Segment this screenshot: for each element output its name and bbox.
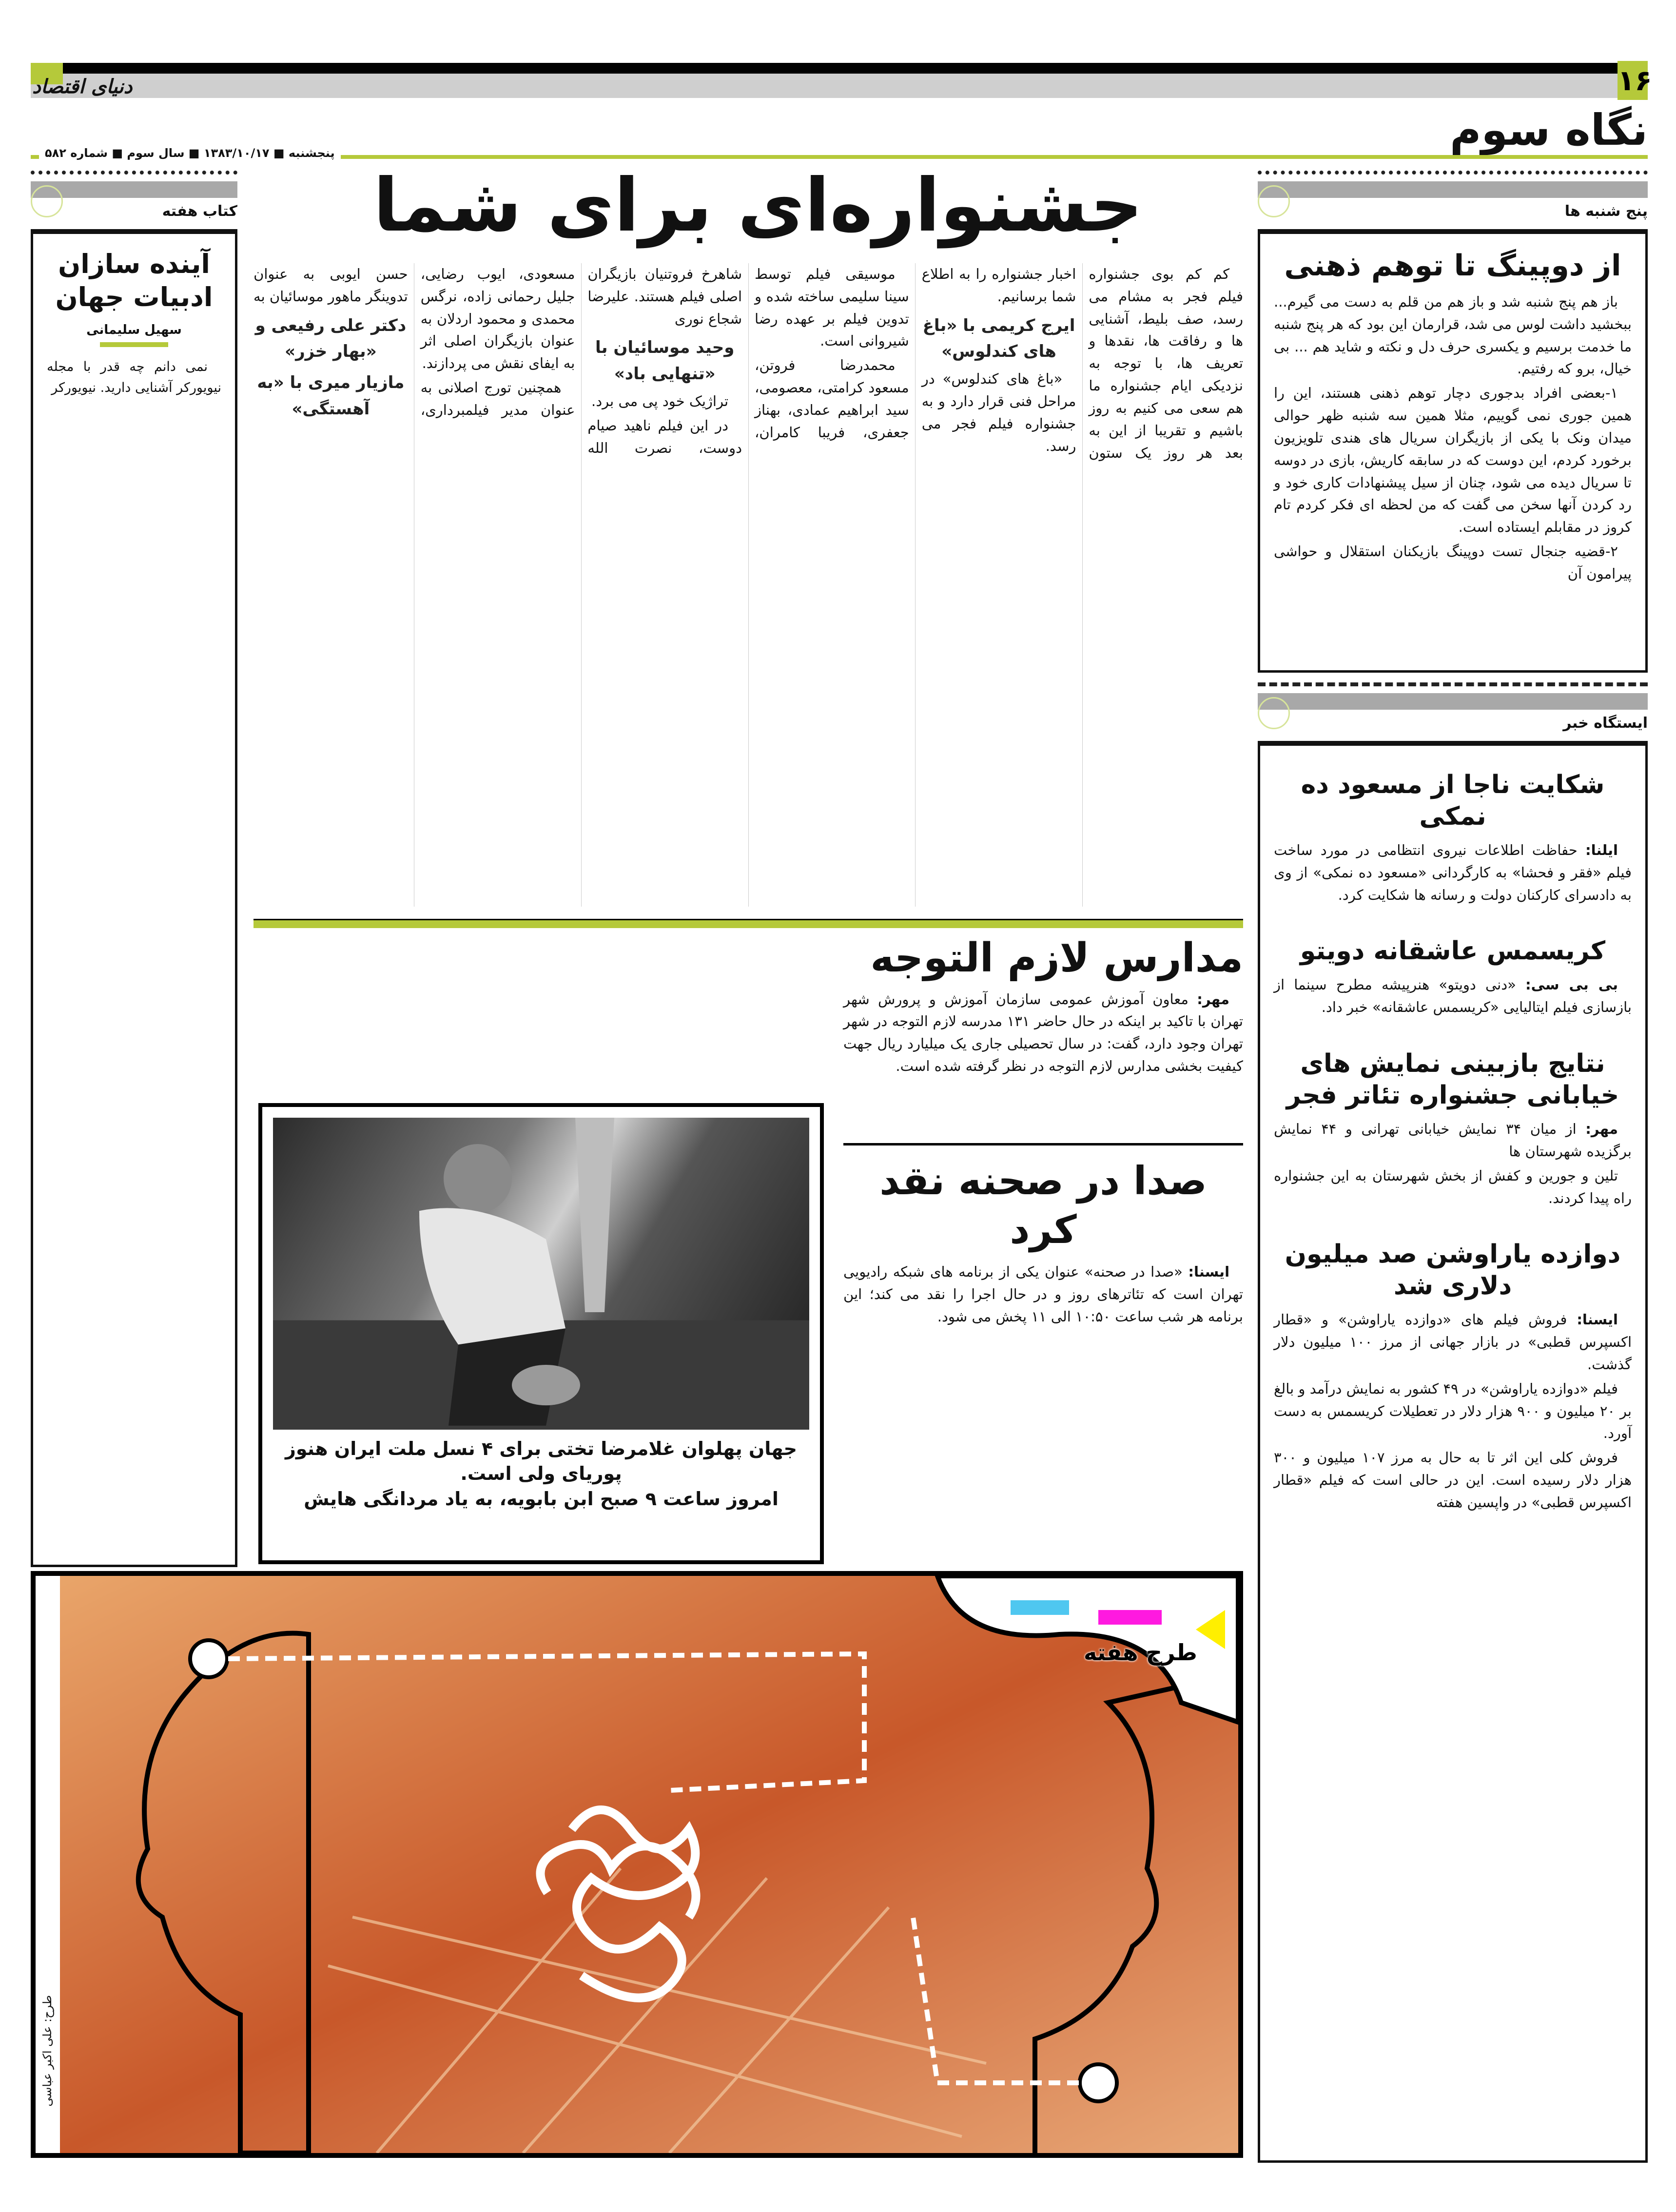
byline: سهیل سلیمانی [86, 323, 182, 337]
masthead-band [31, 74, 1635, 98]
news-title: کریسمس عاشقانه دویتو [1300, 936, 1606, 966]
paragraph [1274, 541, 1632, 585]
news-body [1274, 839, 1632, 906]
paragraph-text: نمی دانم چه قدر با مجله نیویورکر آشنایی دارید. نیویورکر [47, 359, 221, 395]
article-body [1274, 291, 1632, 585]
subheading: ایرج کریمی با «باغ های کندلوس» [922, 315, 1075, 362]
paragraph [1274, 1118, 1632, 1163]
divider [1258, 682, 1648, 690]
news-box [1258, 741, 1648, 2163]
news-source: مهر: [1197, 990, 1230, 1008]
radio-article [843, 1153, 1243, 1330]
main-headline: جشنواره‌ای برای شما [373, 163, 1143, 248]
news-body [1274, 974, 1632, 1019]
paragraph: همچنین تورج اصلانی به عنوان مدیر فیلمبرداری، حسن ایوبی به عنوان تدوینگر ماهور موسائیان به [253, 266, 575, 418]
paragraph: «باغ های کندلوس» در مراحل فنی قرار دارد و به جشنواره فیلم فجر می رسد. [921, 370, 1076, 454]
paragraph [1274, 974, 1632, 1019]
paragraph [843, 989, 1243, 1078]
right-column [1258, 171, 1648, 673]
paragraph [1274, 1309, 1632, 1376]
paragraph-text: فروش فیلم های «دوازده یاراوشن» و «قطار اکسپرس قطبی» در بازار جهانی از مرز ۱۰۰ میلیون دلار گذشت. [1274, 1311, 1632, 1373]
caption-line: امروز ساعت ۹ صبح ابن بابویه، به یاد مردانگی هایش [304, 1488, 779, 1510]
paragraph: موسیقی فیلم توسط سینا سلیمی ساخته شده و تدوین فیلم بر عهده رضا شیروانی است. [755, 266, 909, 349]
header-band [1258, 181, 1648, 198]
paragraph-text: تلین و جورین و کفش از بخش شهرستان به این جشنواره راه پیدا کردند. [1274, 1167, 1632, 1206]
paragraph-text: «دنی دویتو» هنرپیشه مطرح سینما از بازسازی فیلم ایتالیایی «کریسمس عاشقانه» خبر داد. [1274, 976, 1632, 1016]
photo-caption [272, 1436, 810, 1512]
photo-box [258, 1103, 824, 1564]
article-body [47, 357, 221, 398]
paragraph [1274, 839, 1632, 906]
news-item [1274, 935, 1632, 1019]
book-article [31, 229, 237, 1567]
column-header [1258, 682, 1648, 736]
subheading: وحید موسائیان با «تنهایی باد» [595, 338, 735, 384]
article-title: آینده سازان ادبیات جهان [55, 249, 213, 312]
article-title: مدارس لازم التوجه [870, 935, 1243, 981]
news-title: نتایج بازبینی نمایش های خیابانی جشنواره تئاتر فجر [1286, 1049, 1619, 1110]
news-source: ایسنا: [1188, 1263, 1230, 1280]
paragraph-text: ۱-بعضی افراد بدجوری دچار توهم ذهنی هستند، این را همین جوری نمی گوییم، مثلا همین سه شنبه ظهر حوالی میدان ونک با یکی از بازیگران سریال های هندی تلویزیون برخورد کردم، این دوست که در سابقه کاریش، بازی در دوسه تا سریال دیده می شود، چنان از سیل پیشنهادات کاری خود و رد کردن آنها سخن می گفت که من لحظه ای فکر کردم تام کروز در مقابلم ایستاده است. [1274, 385, 1632, 536]
paragraph: محمدرضا فروتن، مسعود کرامتی، معصومی، سید ابراهیم عمادی، بهناز جعفری، فریبا کامران، شاهرخ فروتنیان بازیگران اصلی فیلم هستند. علیرضا شجاع نوری [587, 266, 909, 441]
paragraph-text: فروش کلی این اثر تا به حال به مرز ۱۰۷ میلیون و ۳۰۰ هزار دلار رسیده است. این در حالی است که فیلم «قطار اکسپرس قطبی» در واپسین هفته [1274, 1449, 1632, 1511]
masthead-bar [31, 63, 1635, 74]
paragraph [843, 1261, 1243, 1328]
paragraph-text: باز هم پنج شنبه شد و باز هم من قلم به دست می گیرم... ببخشید داشت لوس می شد، قرارمان این بود که هر پنج شنبه ما خدمت برسیم و یکسری حرف دل و نکته و شاید هم ... بی خیال، برو که رفتیم. [1274, 293, 1632, 377]
page-number: ۱۶ [1618, 61, 1648, 100]
column-header [31, 171, 237, 224]
news-source: ایلنا: [1585, 842, 1618, 858]
news-item [1274, 769, 1632, 906]
column-label: کتاب هفته [162, 203, 237, 220]
section-title: نگاه سوم [1449, 105, 1648, 155]
left-column [31, 171, 237, 1567]
news-source: مهر: [1585, 1121, 1618, 1138]
news-title: شکایت ناجا از مسعود ده نمکی [1301, 770, 1605, 831]
article-title: از دوپینگ تا توهم ذهنی [1284, 249, 1621, 283]
paragraph [1274, 1378, 1632, 1445]
paragraph: تراژیک خود پی می برد. [591, 392, 729, 409]
photo-illustration [273, 1118, 809, 1430]
article-title: صدا در صحنه نقد کرد [879, 1158, 1207, 1252]
article-body [843, 989, 1243, 1078]
news-title: دوازده یاراوشن صد میلیون دلاری شد [1285, 1240, 1621, 1301]
paragraph [1274, 1447, 1632, 1513]
column-label: ایستگاه خبر [1563, 715, 1648, 732]
column-label: پنج شنبه ها [1564, 203, 1648, 220]
paragraph [1274, 291, 1632, 380]
globe-icon [1258, 697, 1290, 729]
news-item [1274, 1239, 1632, 1513]
divider [1258, 171, 1648, 178]
news-source: ایسنا: [1577, 1311, 1618, 1328]
photo-takhti [273, 1118, 809, 1430]
article-body [843, 1261, 1243, 1328]
paragraph-text: حفاظت اطلاعات نیروی انتظامی در مورد ساخت فیلم «فقر و فحشا» به کارگردانی «مسعود ده نمکی» از وی به دادسرای کارکنان دولت و رسانه ها شکایت کرد. [1274, 842, 1632, 903]
subheading: مازیار میری با «به آهستگی» [257, 373, 405, 419]
byline-underline [100, 342, 168, 347]
news-source: بی بی سی: [1525, 976, 1618, 993]
cartoon-label: طرح هفته [1084, 1639, 1197, 1666]
paragraph-text: «صدا در صحنه» عنوان یکی از برنامه های شبکه رادیویی تهران است که تئاترهای روز و در حال اجرا را نقد می کند؛ این برنامه هر شب ساعت ۱۰:۵۰ الی ۱۱ پخش می شود. [843, 1263, 1243, 1325]
cartoon-illustration [36, 1576, 1238, 2153]
paragraph [47, 357, 221, 398]
cartoon-box [31, 1571, 1243, 2158]
column-article [1258, 229, 1648, 673]
news-item [1274, 1048, 1632, 1209]
paragraph: در این فیلم ناهید صیام دوست، نصرت الله مسعودی، ایوب رضایی، جلیل رحمانی زاده، نرگس محمدی و محمود اردلان به عنوان بازیگران اصلی اثر به ایفای نقش می پردازند. [420, 266, 742, 456]
divider [253, 919, 1243, 928]
newspaper-logo: دنیای اقتصاد [32, 76, 133, 98]
cartoon-credit: طرح: علی اکبر عباسی [40, 1995, 54, 2107]
divider [843, 1143, 1243, 1145]
column-header [1258, 171, 1648, 224]
paragraph-text: فیلم «دوازده یاراوشن» در ۴۹ کشور به نمایش درآمد و بالغ بر ۲۰ میلیون و ۹۰۰ هزار دلار در تعطیلات کریسمس به دست آورد. [1274, 1380, 1632, 1442]
schools-article [843, 933, 1243, 1080]
caption-line: جهان پهلوان غلامرضا تختی برای ۴ نسل ملت ایران هنوز پوریای ولی است. [285, 1438, 797, 1485]
dateline: پنجشنبه ■ ۱۳۸۳/۱۰/۱۷ ■ سال سوم ■ شماره ۵۸۲ [39, 146, 341, 160]
header-band [1258, 693, 1648, 710]
paragraph-text: از میان ۳۴ نمایش خیابانی تهرانی و ۴۴ نمایش برگزیده شهرستان ها [1274, 1121, 1632, 1160]
main-article-body [253, 263, 1243, 907]
paragraph [1274, 382, 1632, 539]
paragraph-text: ۲-قضیه جنجال تست دوپینگ بازیکنان استقلال و حواشی پیرامون آن [1274, 543, 1632, 582]
paragraph [1274, 1165, 1632, 1210]
news-body [1274, 1309, 1632, 1513]
globe-icon [1258, 185, 1290, 217]
subheading: دکتر علی رفیعی و «بهار خزر» [255, 315, 407, 362]
paragraph: کم کم بوی جشنواره فیلم فجر به مشام می رسد، صف بلیط، آشنایی ها و رفاقت ها، نقدها و تعریف ها، با توجه به نزدیکی ایام جشنواره ما هم سعی می کنیم به روز باشیم و تقریبا از این به بعد هر روز یک ستون اخبار جشنواره را به اطلاع شما برسانیم. [921, 266, 1243, 461]
globe-icon [31, 185, 63, 217]
news-column [1258, 682, 1648, 2163]
divider [31, 171, 237, 178]
news-body [1274, 1118, 1632, 1209]
paragraph-text: معاون آموزش عمومی سازمان آموزش و پرورش شهر تهران با تاکید بر اینکه در حال حاضر ۱۳۱ مدرسه لازم التوجه در شهر تهران وجود دارد، گفت: در سال تحصیلی جاری یک میلیارد ریال جهت کیفیت بخشی مدارس لازم التوجه در نظر گرفته شده است. [843, 990, 1243, 1074]
